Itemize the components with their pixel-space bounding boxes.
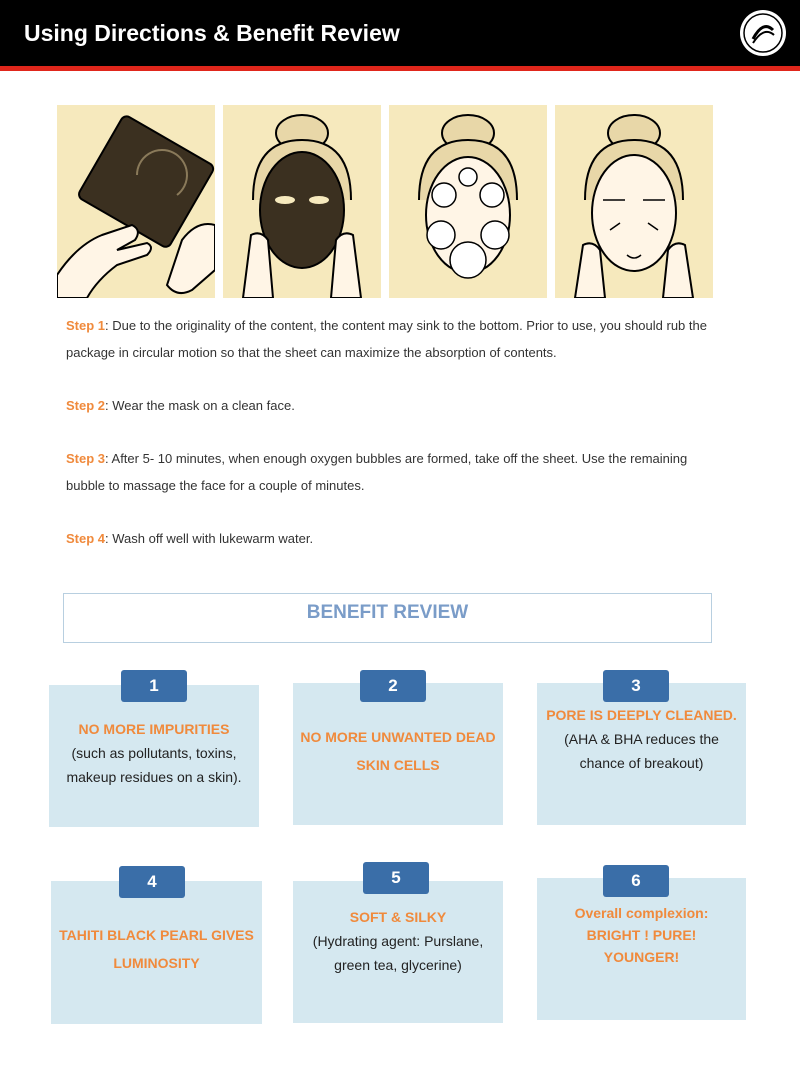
illustration-bubbles [389, 105, 547, 298]
benefit-card-1-body: (such as pollutants, toxins, makeup residues on a skin). [66, 745, 242, 785]
benefit-card-1 [49, 685, 259, 827]
benefit-card-4 [51, 881, 262, 1024]
header-bar [0, 0, 800, 66]
benefit-badge-4: 4 [119, 866, 185, 898]
benefit-card-3 [537, 683, 746, 825]
benefit-badge-2: 2 [360, 670, 426, 702]
step-1-label: Step 1 [66, 318, 106, 333]
benefit-badge-3: 3 [603, 670, 669, 702]
illustration-rub-package [57, 105, 215, 298]
benefit-review-title: BENEFIT REVIEW [306, 602, 469, 623]
benefit-card-6-head: Overall complexion: BRIGHT ! PURE! YOUNGER! [574, 905, 709, 965]
step-2-text: : Wear the mask on a clean face. [105, 398, 295, 413]
illustration-wear-mask [223, 105, 381, 298]
benefit-badge-6: 6 [603, 865, 669, 897]
step-4 [66, 525, 716, 552]
step-4-label: Step 4 [66, 531, 106, 546]
benefit-card-3-body: (AHA & BHA reduces the chance of breakout) [564, 731, 719, 771]
benefit-card-5-head: SOFT & SILKY [349, 909, 447, 925]
benefit-card-2-head: NO MORE UNWANTED DEAD SKIN CELLS [300, 729, 496, 773]
step-2 [66, 392, 716, 419]
benefit-card-5 [293, 881, 503, 1023]
step-3 [66, 445, 716, 499]
step-3-text: : After 5- 10 minutes, when enough oxygen bubbles are formed, take off the sheet. Use the remaining bubble to massage the face for a couple of minutes. [66, 451, 688, 493]
benefit-badge-5: 5 [363, 862, 429, 894]
illustration-massage [555, 105, 713, 298]
steps-section [66, 312, 716, 578]
page-title: Using Directions & Benefit Review [24, 20, 400, 46]
benefit-review-box [63, 593, 712, 643]
brand-logo [738, 8, 788, 58]
benefit-card-2 [293, 683, 503, 825]
header-stripe [0, 66, 800, 71]
step-1 [66, 312, 716, 366]
step-1-text: : Due to the originality of the content, the content may sink to the bottom. Prior to use, you should rub the package in circular motion so that the sheet can maximize the absorption of contents. [66, 318, 707, 360]
benefit-card-1-head: NO MORE IMPURITIES [78, 721, 230, 737]
step-3-label: Step 3 [66, 451, 106, 466]
benefit-card-6 [537, 878, 746, 1020]
benefit-card-5-body: (Hydrating agent: Purslane, green tea, glycerine) [312, 933, 484, 973]
step-4-text: : Wash off well with lukewarm water. [105, 531, 314, 546]
benefit-badge-1: 1 [121, 670, 187, 702]
benefit-card-3-head: PORE IS DEEPLY CLEANED. [546, 707, 737, 723]
benefit-card-4-head: TAHITI BLACK PEARL GIVES LUMINOSITY [59, 927, 254, 971]
step-2-label: Step 2 [66, 398, 106, 413]
